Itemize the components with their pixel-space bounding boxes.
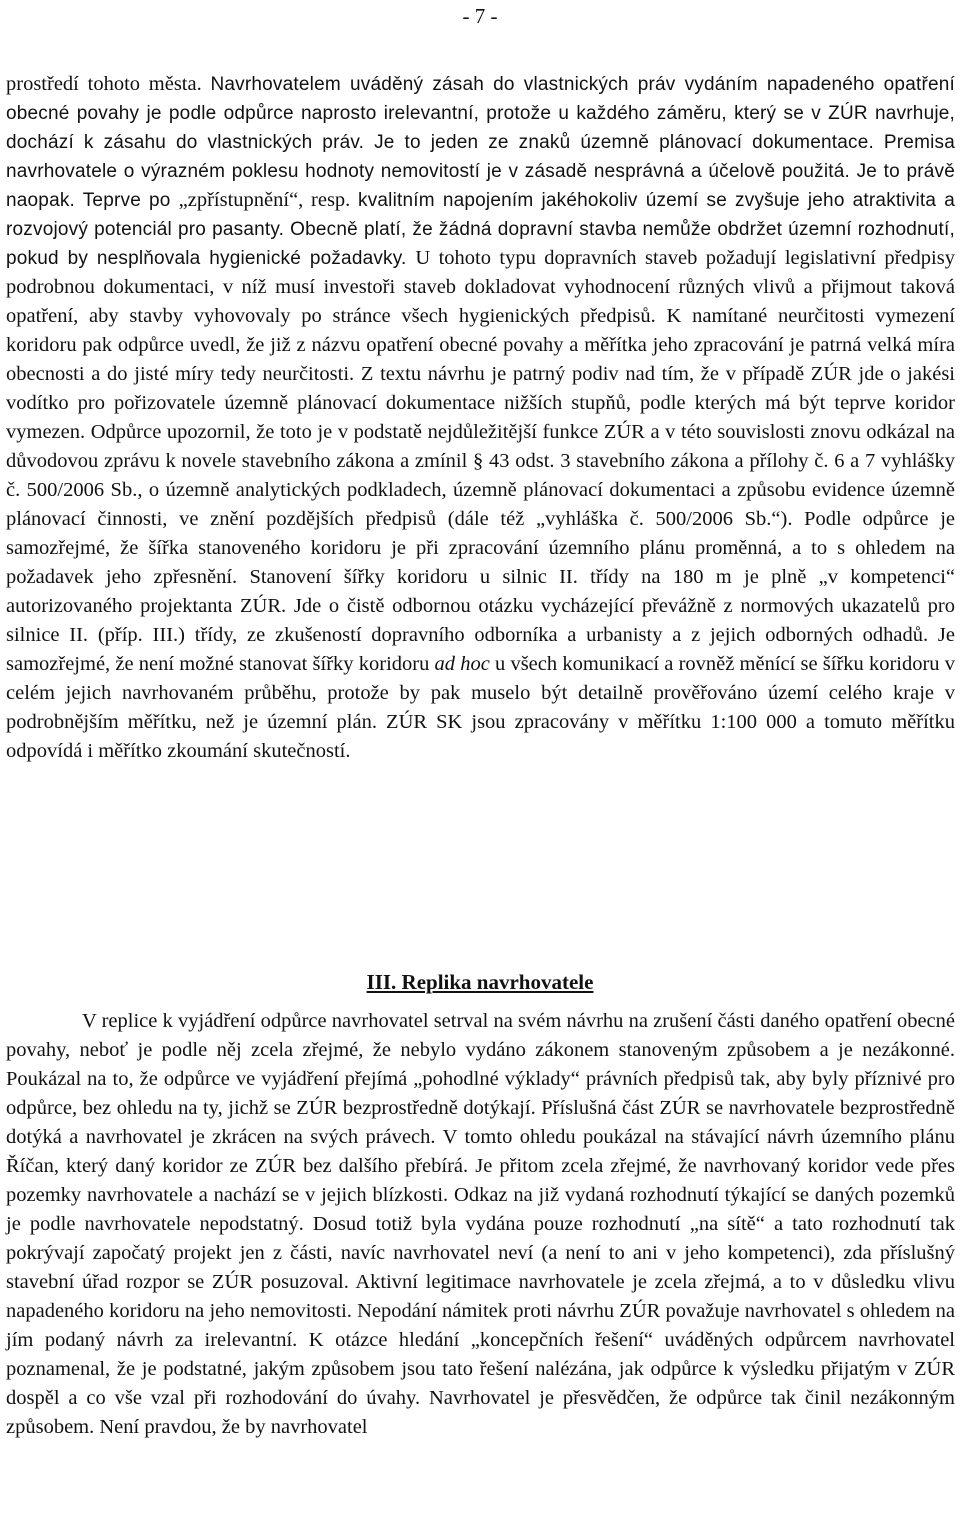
paragraph-segment: U tohoto typu dopravních staveb požadují legislativní předpisy podrobnou dokumentaci, v níž musí investoři staveb dokladovat vyhodnocení různých vlivů a přijmout taková opatření, aby stavby vyhovovaly po stránce všech hygienických předpisů. K namítané neurčitosti vymezení koridoru pak odpůrce uvedl, že již z názvu opatření obecné povahy a měřítka jeho zpracování je patrná velká míra obecnosti a do jisté míry tedy neurčitosti. Z textu návrhu je patrný podiv nad tím, že v případě ZÚR jde o jakési vodítko pro pořizovatele územně plánovací dokumentace nižších stupňů, podle kterých má být teprve koridor vymezen. Odpůrce upozornil, že toto je v podstatě nejdůležitější funkce ZÚR a v této souvislosti znovu odkázal na důvodovou zprávu k novele stavebního zákona a zmínil § 43 odst. 3 stavebního zákona a přílohy č. 6 a 7 vyhlášky č. 500/2006 Sb., o územně analytických podkladech, územně plánovací dokumentaci a způsobu evidence územně plánovací činnosti, ve znění pozdějších předpisů (dále též „vyhláška č. 500/2006 Sb.“). Podle odpůrce je samozřejmé, že šířka stanoveného koridoru je při zpracování územního plánu proměnná, a to s ohledem na požadavek jeho zpřesnění. Stanovení šířky koridoru u silnic II. třídy na 180 m je plně „v kompetenci“ autorizovaného projektanta ZÚR. Jde o čistě odbornou otázku vycházející převážně z normových ukazatelů pro silnice II. (příp. III.) třídy, ze zkušeností dopravního odborníka a urbanisty a z jejich odborných odhadů. Je samozřejmé, že není možné stanovat šířky koridoru: [6, 247, 955, 675]
paragraph-segment: „zpřístupnění“, resp.: [178, 189, 359, 211]
paragraph-segment: u všech komunikací a rovněž měnící se šířku koridoru v celém jejich navrhovaném průběhu, protože by pak muselo být detailně prověřováno území celého kraje v podrobnějším měřítku, než je územní plán. ZÚR SK jsou zpracovány v měřítku 1:100 000 a tomuto měřítku odpovídá i měřítko zkoumání skutečností.: [6, 653, 955, 762]
page-number: - 7 -: [462, 4, 498, 28]
section-heading: [0, 968, 960, 996]
paragraph-odpurce-vyjadreni: [6, 70, 955, 766]
paragraph-italic-term: ad hoc: [434, 653, 490, 675]
paragraph-segment: prostředí tohoto města.: [6, 73, 211, 95]
paragraph-segment-sans: kvalitním napojením jakéhokoliv území se zvyšuje jeho atraktivita a rozvojový potenciál pro pasanty. Obecně platí, že žádná dopravní stavba nemůže obdržet územní rozhodnutí, pokud by nesplňovala hygienické požadavky.: [6, 190, 955, 269]
paragraph-segment-sans: Je to jeden ze znaků územně plánovací dokumentace. Premisa navrhovatele o výrazném poklesu hodnoty nemovitostí je v zásadě nesprávná a účelově použitá. Je to právě naopak. Teprve po: [6, 132, 955, 211]
paragraph-replika: V replice k vyjádření odpůrce navrhovatel setrval na svém návrhu na zrušení části daného opatření obecné povahy, neboť je podle něj zcela zřejmé, že nebylo vydáno zákonem stanoveným způsobem a je nezákonné. Poukázal na to, že odpůrce ve vyjádření přejímá „pohodlné výklady“ právních předpisů tak, aby byly příznivé pro odpůrce, bez ohledu na ty, jichž se ZÚR bezprostředně dotýkají. Příslušná část ZÚR se navrhovatele bezprostředně dotýká a navrhovatel je zkrácen na svých právech. V tomto ohledu poukázal na stávající návrh územního plánu Říčan, který daný koridor ze ZÚR bez dalšího přebírá. Je přitom zcela zřejmé, že navrhovaný koridor vede přes pozemky navrhovatele a nachází se v jejich blízkosti. Odkaz na již vydaná rozhodnutí týkající se daných pozemků je podle navrhovatele nepodstatný. Dosud totiž byla vydána pouze rozhodnutí „na sítě“ a tato rozhodnutí tak pokrývají započatý projekt jen z části, navíc navrhovatel neví (a není to ani v jeho kompetenci), zda příslušný stavební úřad rozpor se ZÚR posuzoval. Aktivní legitimace navrhovatele je zcela zřejmá, a to v důsledku vlivu napadeného koridoru na jeho nemovitosti. Nepodání námitek proti návrhu ZÚR považuje navrhovatel s ohledem na jím podaný návrh za irelevantní. K otázce hledání „koncepčních řešení“ uváděných odpůrcem navrhovatel poznamenal, že je podstatné, jakým způsobem jsou tato řešení nalézána, jak odpůrce k výsledku přijatým v ZÚR dospěl a co vše vzal při rozhodování do úvahy. Navrhovatel je přesvědčen, že odpůrce tak činil nezákonným způsobem. Není pravdou, že by navrhovatel: [6, 1010, 955, 1438]
section-heading-text: III. Replika navrhovatele: [366, 970, 594, 994]
paragraph-segment-sans: Navrhovatelem uváděný zásah do vlastnických práv vydáním napadeného opatření obecné povahy je podle odpůrce naprosto irelevantní, protože u každého záměru, který se v ZÚR navrhuje, dochází k zásahu do vlastnických práv.: [6, 74, 955, 153]
